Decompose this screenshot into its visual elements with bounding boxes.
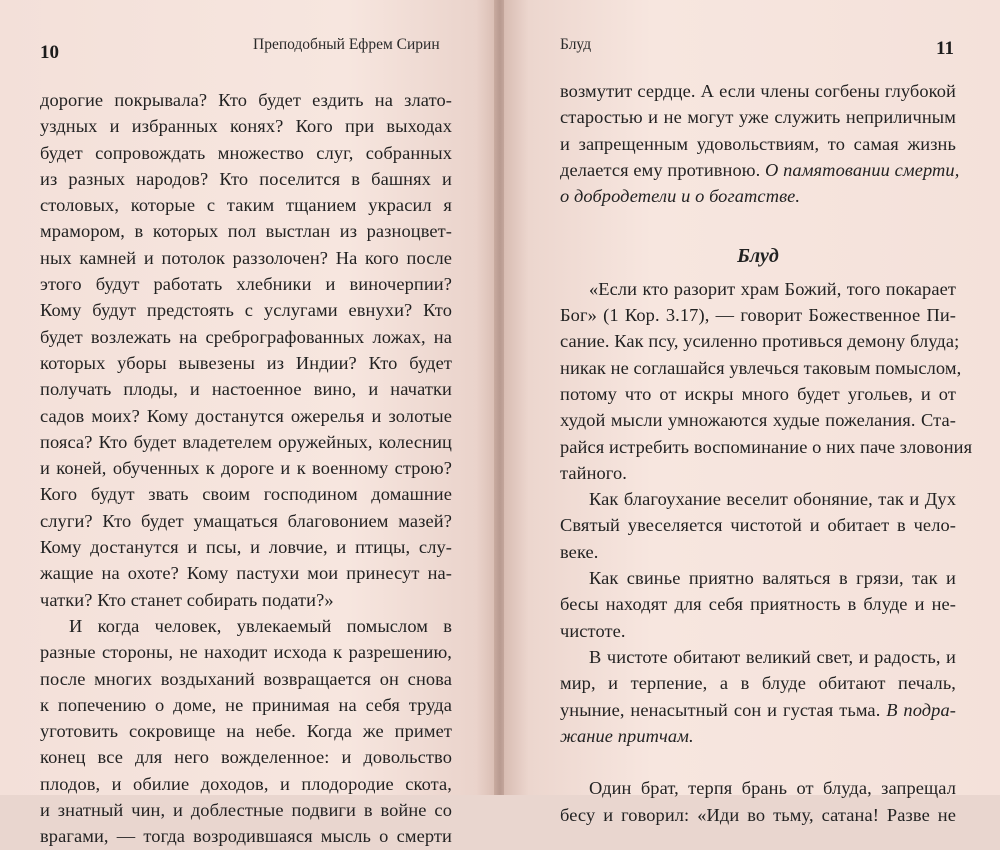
text-line: Как свинье приятно валяться в грязи, так и — [589, 568, 956, 589]
text-line: жащие на охоте? Кому пастухи мои принесут на- — [40, 563, 452, 584]
source-citation: В подра- — [886, 699, 956, 720]
text-line: никак не соглашайся увлечься таковым помыслом, — [560, 357, 962, 378]
text-line: конец все для него вожделенное: и довольство — [40, 747, 452, 768]
text-line: после многих воздыханий возвращается он снова — [40, 668, 452, 689]
text-line: из разных народов? Кто поселится в башнях и — [40, 168, 452, 189]
text-line: потому что от искры много будет угольев, и от — [560, 383, 956, 404]
text-line: разные стороны, не находит исхода к разрешению, — [40, 642, 452, 663]
text-line: Как благоухание веселит обоняние, так и Дух — [589, 489, 956, 510]
text-fragment: делается ему противною. — [560, 159, 761, 180]
text-line: И когда человек, увлекаемый помыслом в — [69, 615, 452, 636]
text-line: пояса? Кто будет владетелем оружейных, колесниц — [40, 431, 452, 452]
text-line: В чистоте обитают великий свет, и радость, и — [589, 646, 956, 667]
text-line: мир, и терпение, а в блуде обитают печаль, — [560, 673, 956, 694]
text-line: этого будут работать хлебники и виночерпии? — [40, 274, 452, 295]
text-line: мрамором, в которых пол выстлан из разноцвет- — [40, 221, 452, 242]
text-line: врагами, — тогда возродившаяся мысль о смерти — [40, 826, 452, 847]
text-line: сание. Как псу, усиленно противься демону блуда; — [560, 331, 960, 352]
text-line: слуги? Кто будет умащаться благовонием мазей? — [40, 510, 452, 531]
text-line: бесу и говорил: «Иди во тьму, сатана! Разве не — [560, 804, 956, 825]
section-body — [560, 276, 973, 749]
text-line: Кого будут звать своим господином домашние — [40, 484, 452, 505]
right-text-body — [560, 78, 973, 828]
text-line — [560, 157, 960, 183]
text-line: будет возлежать на сребрографованных ложах, на — [40, 326, 452, 347]
text-line: Святый увеселяется чистотой и обитает в чело- — [560, 515, 956, 536]
section-title: Блуд — [737, 244, 779, 267]
text-line: худой мысли умножаются худые пожелания. Ста- — [560, 410, 956, 431]
left-text-body — [40, 87, 452, 850]
text-line: возмутит сердце. А если члены согбены глубокой — [560, 81, 956, 101]
spacer — [560, 749, 956, 775]
text-line: Один брат, терпя брань от блуда, запрещал — [589, 778, 956, 799]
right-page-number: 11 — [936, 38, 954, 59]
left-page-number: 10 — [40, 42, 59, 63]
source-citation: О памятовании смерти, — [765, 159, 960, 180]
text-line — [560, 697, 956, 723]
text-line: чатки? Кто станет собирать подати?» — [40, 589, 334, 610]
source-citation: о добродетели и о богатстве. — [560, 186, 801, 207]
text-line: уготовить сокровище на небе. Когда же примет — [40, 721, 452, 742]
text-line: и знатный чин, и доблестные подвиги в войне со — [40, 800, 452, 821]
text-line: которых уборы вывезены из Индии? Кто будет — [40, 352, 452, 373]
text-line: уздных и избранных конях? Кого при выходах — [40, 116, 452, 137]
right-page — [504, 0, 1000, 825]
text-line: тайного. — [560, 462, 627, 483]
text-line: Кому достанутся и псы, и ловчие, и птицы, слу- — [40, 537, 452, 558]
text-line: ных камней и потолок раззолочен? На кого после — [40, 247, 452, 268]
text-line: и запрещенным удовольствиям, то самая жизнь — [560, 133, 956, 154]
text-line: Бог» (1 Кор. 3.17), — говорит Божественное Пи- — [560, 305, 956, 326]
text-line: Кому будут предстоять с услугами евнухи? Кто — [40, 300, 452, 321]
text-line: райся истребить воспоминание о них паче зловония — [560, 436, 973, 457]
source-citation: жание притчам. — [560, 725, 694, 746]
text-line: «Если кто разорит храм Божий, того покарает — [589, 278, 956, 299]
text-line: будет сопровождать множество слуг, собранных — [40, 142, 452, 163]
text-line: дорогие покрывала? Кто будет ездить на злато- — [40, 90, 452, 110]
text-line: получать плоды, и настоенное вино, и начатки — [40, 379, 452, 400]
text-line: к попечению о доме, не принимая на себя труда — [40, 694, 452, 715]
left-page — [0, 0, 496, 847]
right-running-header: Блуд — [560, 36, 592, 53]
text-line: чистоте. — [560, 620, 626, 641]
text-fragment: уныние, ненасытный сон и густая тьма. — [560, 699, 881, 720]
text-line: садов моих? Кому достанутся ожерелья и золотые — [40, 405, 452, 426]
text-line: бесы находят для себя приятность в блуде и не- — [560, 594, 956, 615]
section-body-continued — [560, 775, 956, 828]
text-line: плодов, и обилие доходов, и плодородие скота, — [40, 773, 452, 794]
text-line: и коней, обученных к дороге и к военному строю? — [40, 458, 452, 479]
text-line: веке. — [560, 541, 599, 562]
left-running-header: Преподобный Ефрем Сирин — [253, 36, 440, 53]
text-line: старостью и не могут уже служить неприличным — [560, 107, 956, 128]
text-line: столовых, которые с таким тщанием украсил я — [40, 195, 452, 216]
spacer — [560, 209, 956, 235]
